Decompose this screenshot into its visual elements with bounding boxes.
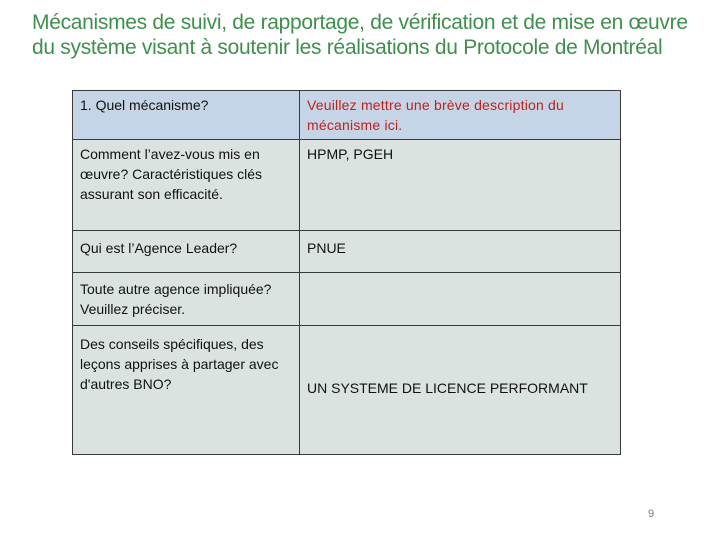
answer-cell bbox=[300, 91, 621, 140]
answer-cell bbox=[300, 326, 621, 455]
answer-cell: PNUE bbox=[300, 231, 621, 273]
slide-title: Mécanismes de suivi, de rapportage, de vérification et de mise en œuvre du système visant à soutenir les réalisations du Protocole de Montréal bbox=[32, 11, 688, 59]
table-row bbox=[73, 231, 621, 273]
table-row bbox=[73, 140, 621, 231]
mechanism-table bbox=[72, 90, 621, 455]
table-row bbox=[73, 326, 621, 455]
page-number: 9 bbox=[648, 508, 655, 520]
question-cell: Comment l’avez-vous mis en œuvre? Caractéristiques clés assurant son efficacité. bbox=[73, 140, 300, 231]
table-header-row bbox=[73, 91, 621, 140]
question-cell bbox=[73, 91, 300, 140]
header-question: 1. Quel mécanisme? bbox=[80, 97, 209, 113]
question-cell: Des conseils spécifiques, des leçons apprises à partager avec d'autres BNO? bbox=[73, 326, 300, 455]
header-placeholder: Veuillez mettre une brève description du mécanisme ici. bbox=[307, 97, 565, 133]
question-cell: Toute autre agence impliquée? Veuillez préciser. bbox=[73, 273, 300, 326]
question-cell: Qui est l’Agence Leader? bbox=[73, 231, 300, 273]
answer-cell: HPMP, PGEH bbox=[300, 140, 621, 231]
answer-text: UN SYSTEME DE LICENCE PERFORMANT bbox=[307, 380, 588, 396]
answer-cell bbox=[300, 273, 621, 326]
table-row bbox=[73, 273, 621, 326]
